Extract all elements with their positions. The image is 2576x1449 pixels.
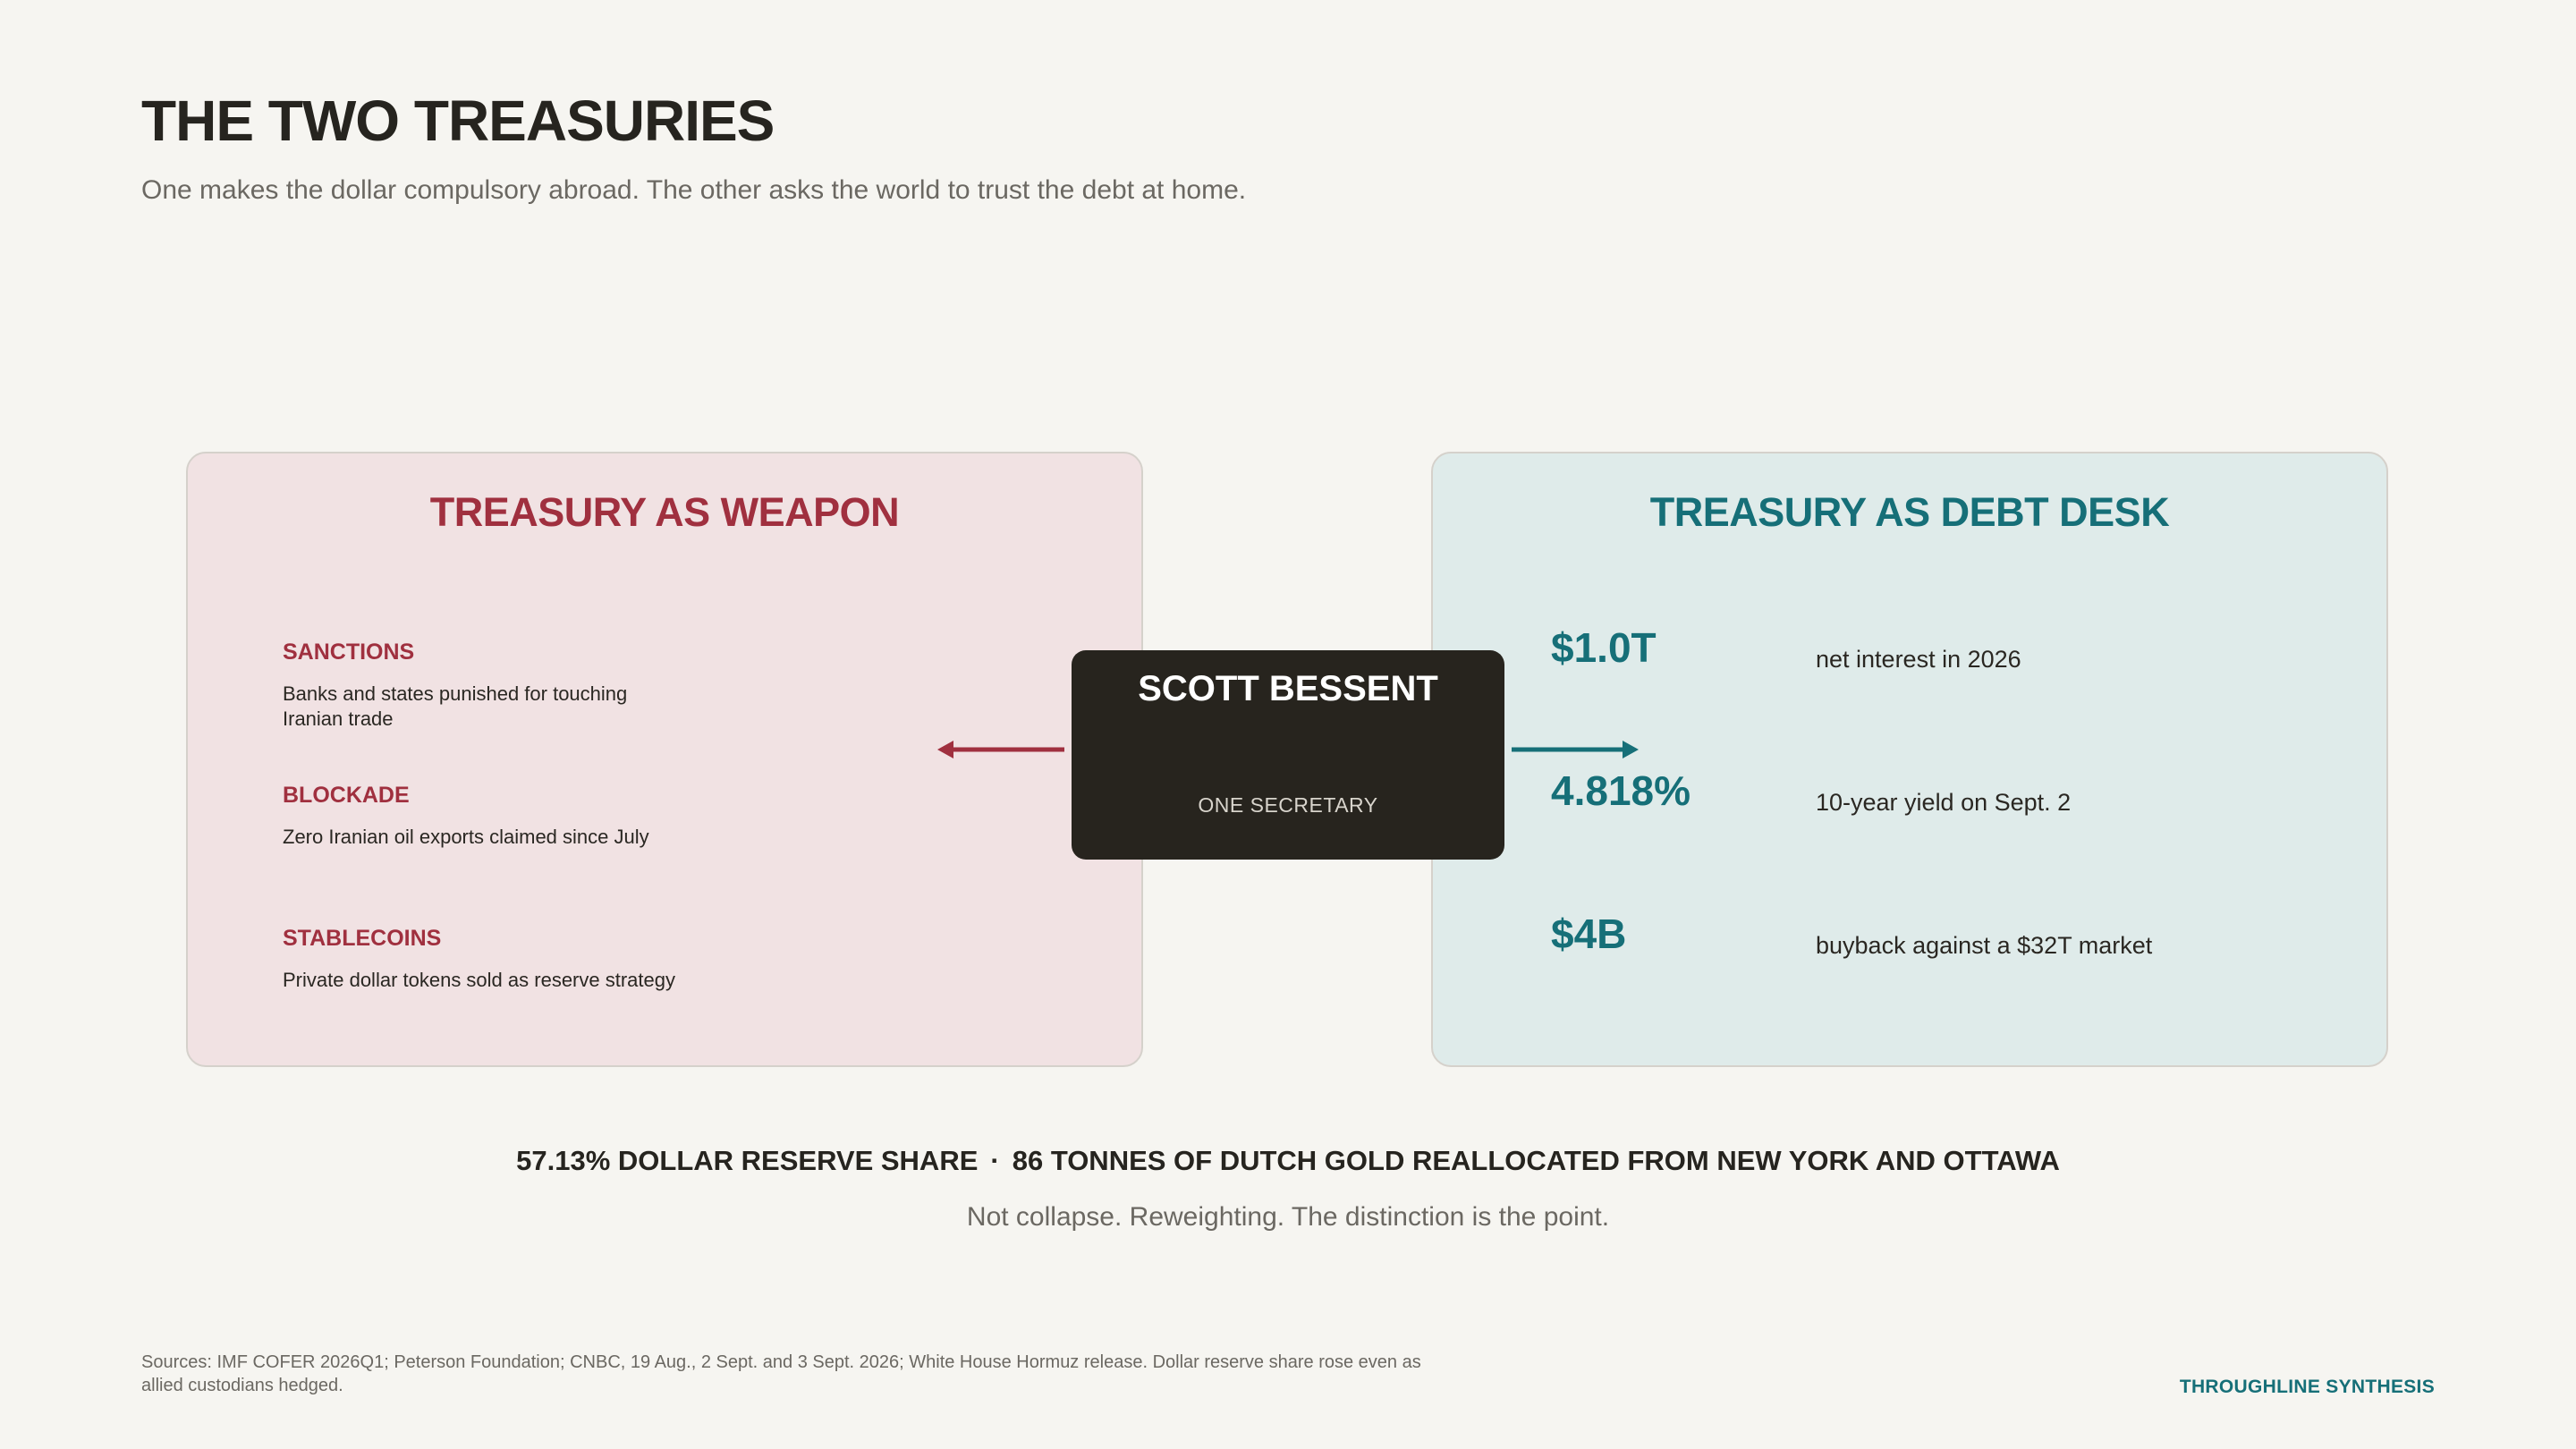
weapon-item-sanctions xyxy=(283,640,676,732)
weapon-item-desc: Zero Iranian oil exports claimed since July xyxy=(283,826,649,848)
sources-note: Sources: IMF COFER 2026Q1; Peterson Foundation; CNBC, 19 Aug., 2 Sept. and 3 Sept. 2026; White House Hormuz release. Dollar reserve share rose even as allied custodians hedged. xyxy=(141,1352,1421,1395)
reserve-share-stat: 57.13% DOLLAR RESERVE SHARE xyxy=(516,1145,979,1176)
summary-headline xyxy=(0,1145,2576,1177)
secretary-name: SCOTT BESSENT xyxy=(1138,669,1438,708)
weapon-item-desc: Private dollar tokens sold as reserve strategy xyxy=(283,969,675,991)
weapon-panel-title: TREASURY AS WEAPON xyxy=(429,489,900,535)
summary-tagline: Not collapse. Reweighting. The distinction is the point. xyxy=(966,1202,1610,1232)
weapon-item-label: BLOCKADE xyxy=(283,783,410,808)
brand-label: THROUGHLINE SYNTHESIS xyxy=(2179,1377,2435,1397)
page-title: THE TWO TREASURIES xyxy=(141,89,775,153)
debt-panel-title: TREASURY AS DEBT DESK xyxy=(1649,489,2170,535)
debt-stat-value: 4.818% xyxy=(1551,767,1691,814)
debt-stat-desc: net interest in 2026 xyxy=(1816,646,2021,673)
weapon-item-label: SANCTIONS xyxy=(283,640,415,665)
headline-separator: · xyxy=(990,1145,1000,1176)
secretary-role: ONE SECRETARY xyxy=(1198,793,1378,817)
weapon-panel xyxy=(186,452,1143,1067)
weapon-item-blockade xyxy=(283,783,676,850)
gold-reallocation-stat: 86 TONNES OF DUTCH GOLD REALLOCATED FROM NEW YORK AND OTTAWA xyxy=(1012,1145,2060,1176)
weapon-item-label: STABLECOINS xyxy=(283,926,442,951)
weapon-item-desc: Banks and states punished for touching Iranian trade xyxy=(283,682,628,730)
debt-stat-desc: 10-year yield on Sept. 2 xyxy=(1816,789,2072,816)
page-subtitle: One makes the dollar compulsory abroad. The other asks the world to trust the debt at home. xyxy=(141,175,1247,205)
debt-stat-desc: buyback against a $32T market xyxy=(1816,932,2153,959)
debt-stat-value: $1.0T xyxy=(1551,624,1657,671)
weapon-item-stablecoins xyxy=(283,926,676,993)
center-secretary-box xyxy=(1072,650,1504,860)
debt-panel xyxy=(1431,452,2388,1067)
debt-stat-value: $4B xyxy=(1551,911,1627,957)
